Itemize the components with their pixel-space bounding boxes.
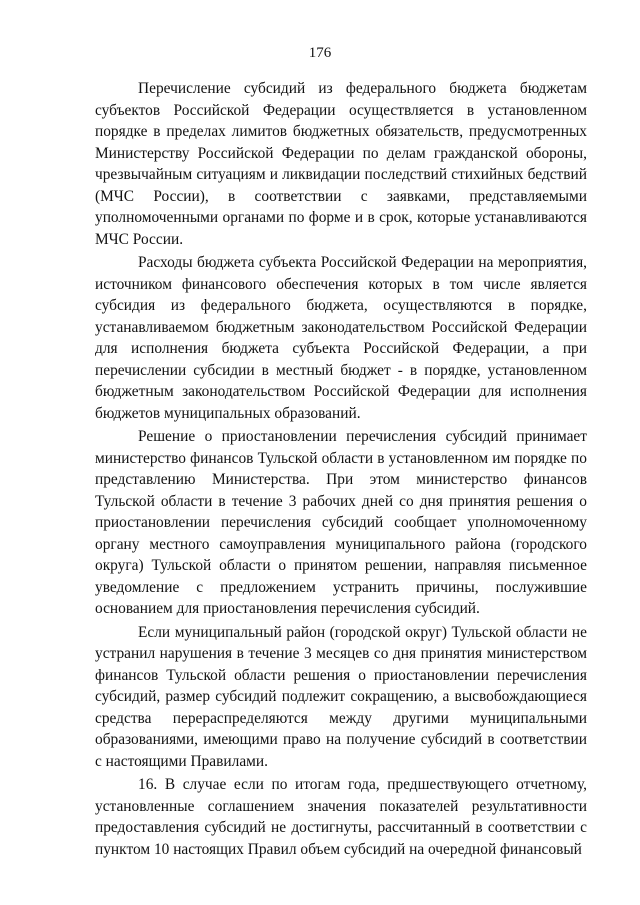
paragraph-budget-expenses: Расходы бюджета субъекта Российской Федерации на мероприятия, источником финансового обеспечения которых в том числе является субсидия из федерального бюджета, осуществляются в порядке, устанавливаемом бюджетным законодательством Российской Федерации для исполнения бюджета субъекта Российской Федерации, а при перечислении субсидии в местный бюджет - в порядке, установленном бюджетным законодательством Российской Федерации для исполнения бюджетов муниципальных образований. [95, 254, 587, 422]
document-body [95, 78, 587, 862]
paragraph-subsidy-transfer: Перечисление субсидий из федерального бюджета бюджетам субъектов Российской Федерации осуществляется в установленном порядке в пределах лимитов бюджетных обязательств, предусмотренных Министерству Российской Федерации по делам гражданской обороны, чрезвычайным ситуациям и ликвидации последствий стихийных бедствий (МЧС России), в соответствии с заявками, представляемыми уполномоченными органами по форме и в срок, которые устанавливаются МЧС России. [95, 80, 587, 248]
page-number: 176 [308, 45, 332, 61]
paragraph-subsidy-reduction: Если муниципальный район (городской округ) Тульской области не устранил нарушения в течение 3 месяцев со дня принятия министерством финансов Тульской области решения о приостановлении перечисления субсидий, размер субсидий подлежит сокращению, а высвобождающиеся средства перераспределяются между другими муниципальными образованиями, имеющими право на получение субсидий в соответствии с настоящими Правилами. [95, 623, 587, 770]
paragraph-section-16: 16. В случае если по итогам года, предшествующего отчетному, установленные соглашением значения показателей результативности предоставления субсидий не достигнуты, рассчитанный в соответствии с пунктом 10 настоящих Правил объем субсидий на очередной финансовый [95, 776, 587, 858]
paragraph-suspension-decision: Решение о приостановлении перечисления субсидий принимает министерство финансов Тульской области в установленном им порядке по представлению Министерства. При этом министерство финансов Тульской области в течение 3 рабочих дней со дня принятия решения о приостановлении перечисления субсидий сообщает уполномоченному органу местного самоуправления муниципального района (городского округа) Тульской области о принятом решении, направляя письменное уведомление с предложением устранить причины, послужившие основанием для приостановления перечисления субсидий. [95, 428, 587, 617]
